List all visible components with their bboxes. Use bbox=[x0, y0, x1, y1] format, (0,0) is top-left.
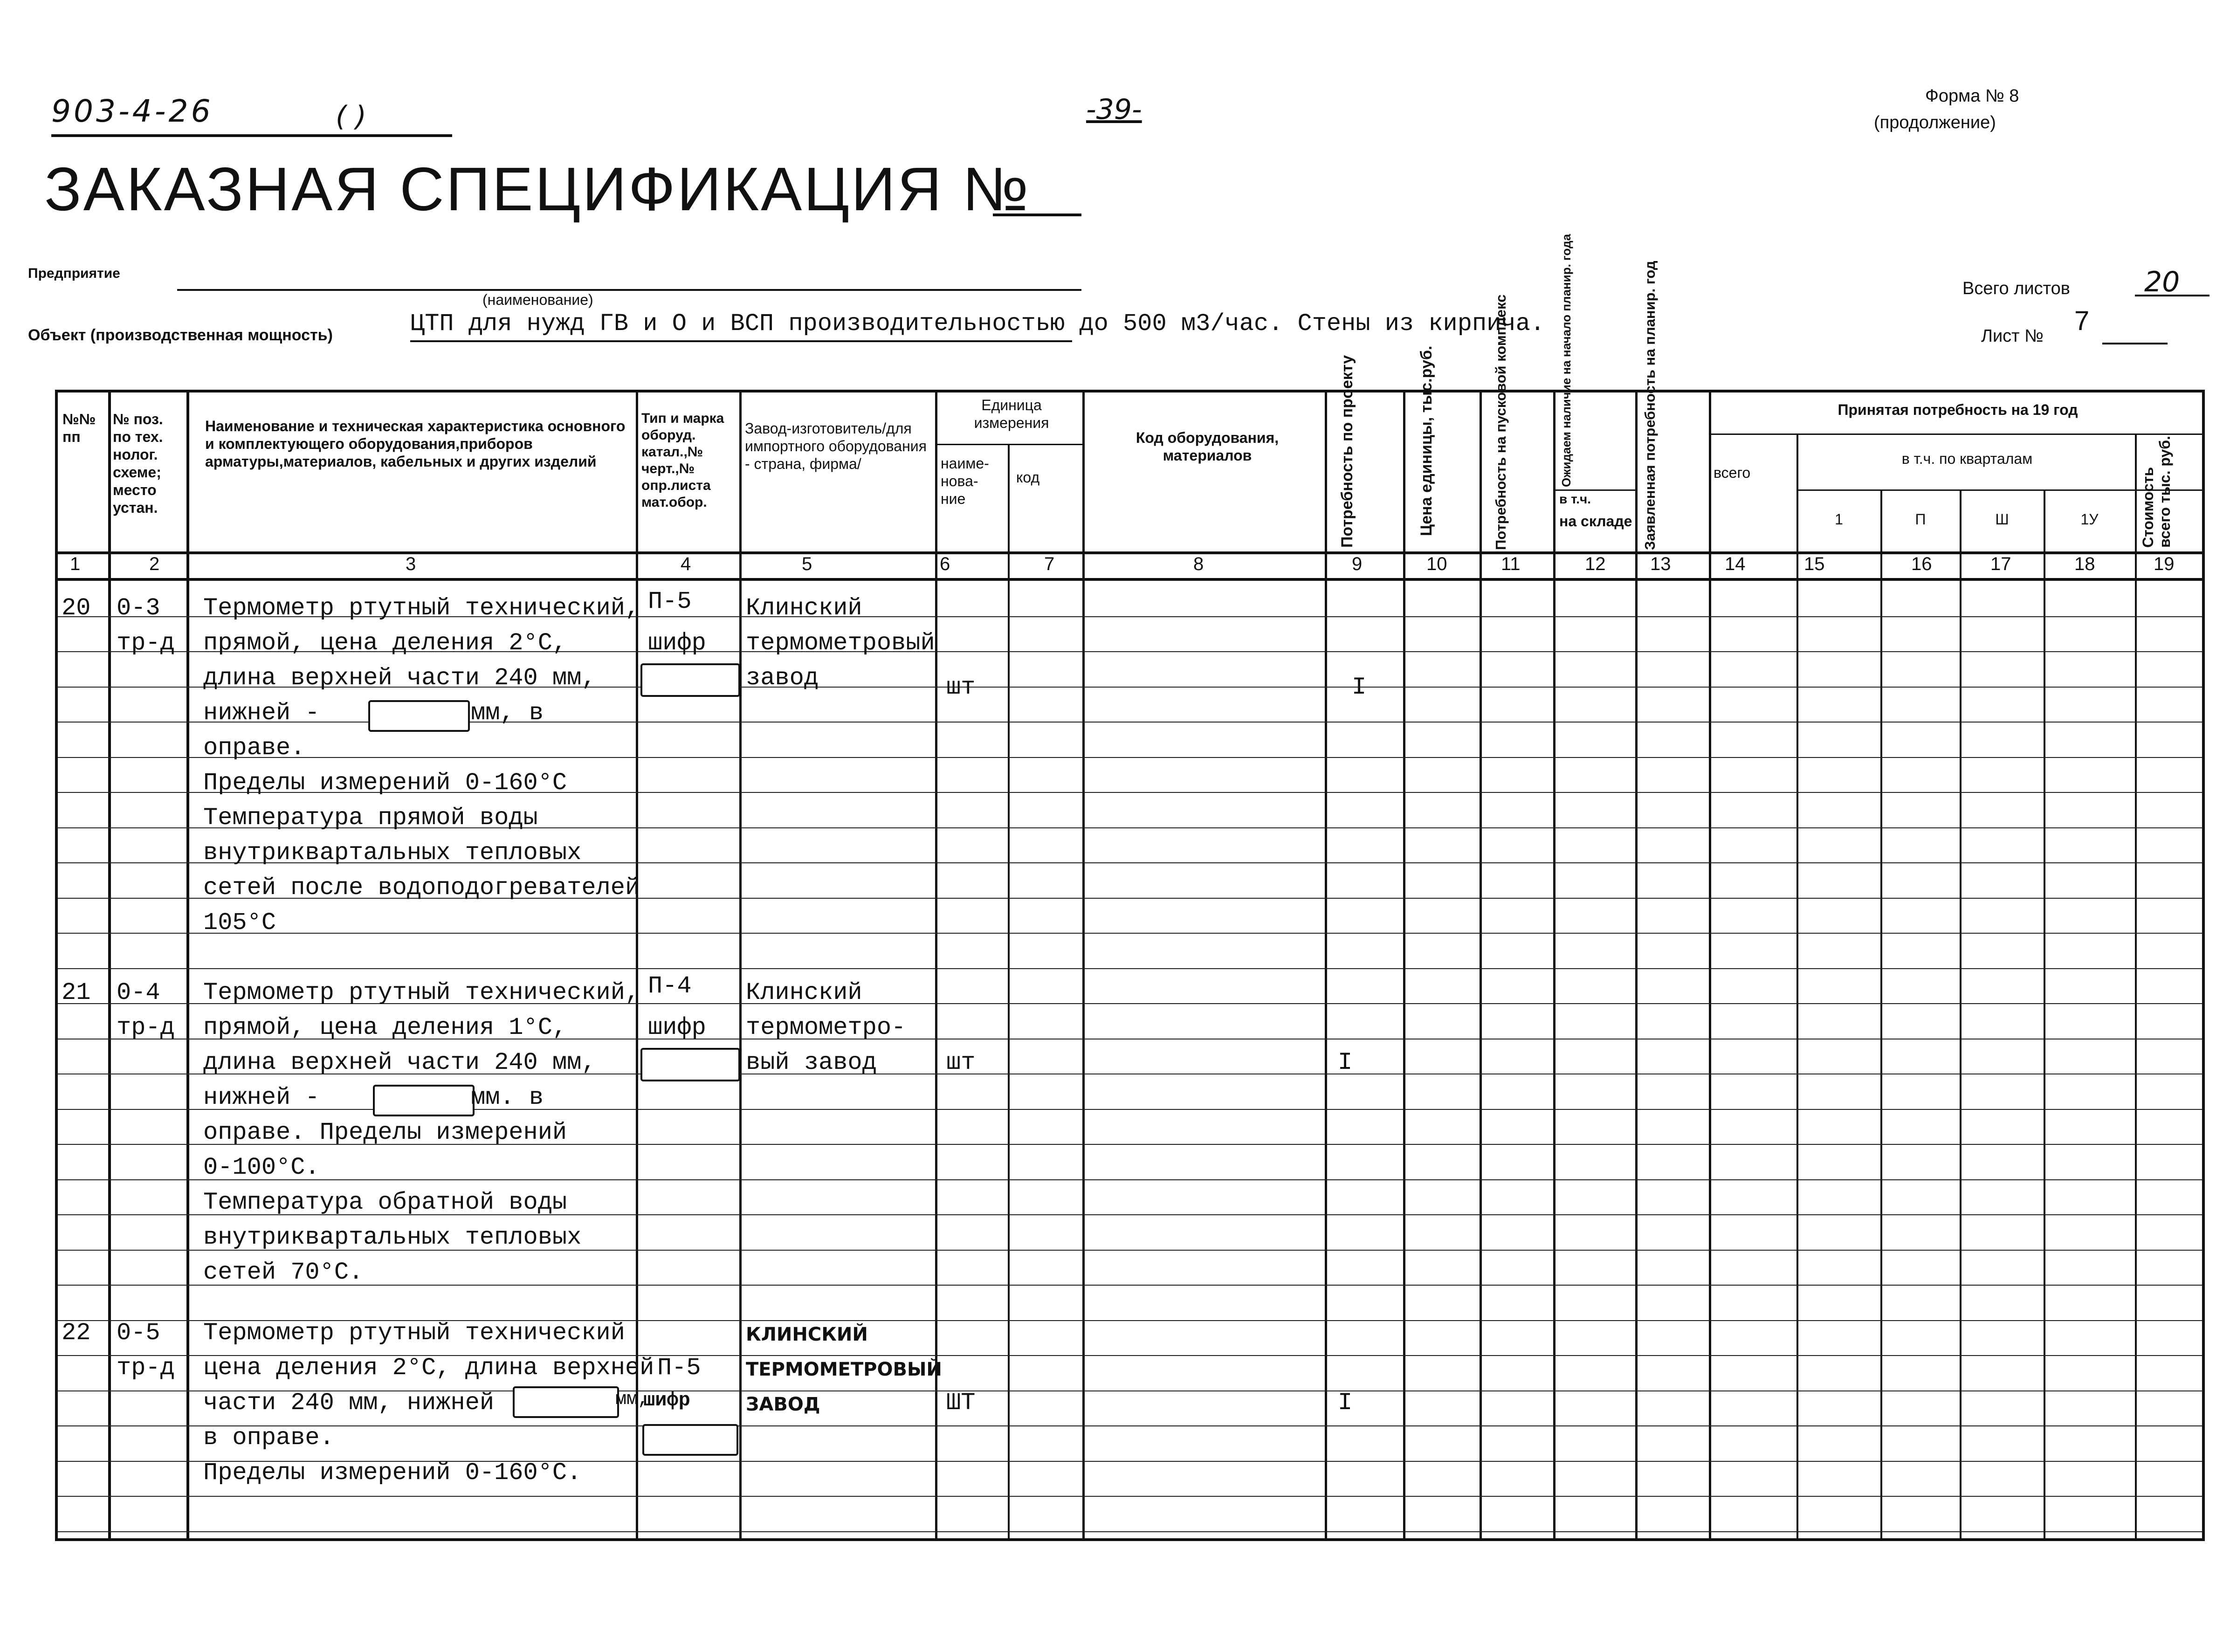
header-col-11: Потребность на пусковой комплекс bbox=[1493, 294, 1509, 550]
column-number: 1 bbox=[70, 554, 81, 574]
column-number: 2 bbox=[149, 554, 160, 574]
form-continuation: (продолжение) bbox=[1874, 113, 1996, 132]
header-col-10: Цена единицы, тыс.руб. bbox=[1418, 345, 1435, 536]
position-code: 0-3 bbox=[117, 594, 160, 622]
header-col-13: Заявленная потребность на планир. год bbox=[1642, 261, 1658, 550]
col-line-2 bbox=[186, 390, 189, 1541]
description-line: сетей после водоподогревателей bbox=[203, 874, 640, 902]
lower-length-input[interactable] bbox=[368, 700, 470, 732]
header-col-19: Стоимость всего тыс. руб. bbox=[2140, 436, 2173, 548]
manufacturer-line: термометро- bbox=[746, 1014, 906, 1041]
quantity-by-project: I bbox=[1338, 1049, 1353, 1076]
row-number: 22 bbox=[62, 1319, 91, 1347]
description-line: внутриквартальных тепловых bbox=[203, 839, 582, 867]
position-type: тр-д bbox=[117, 1354, 175, 1382]
column-number: 16 bbox=[1911, 554, 1932, 574]
description-line: длина верхней части 240 мм, bbox=[203, 1049, 596, 1076]
document-code-underline bbox=[51, 134, 452, 137]
description-line: длина верхней части 240 мм, bbox=[203, 664, 596, 692]
manufacturer-line: вый завод bbox=[746, 1049, 877, 1076]
header-q4: 1У bbox=[2080, 511, 2099, 528]
cipher-input[interactable] bbox=[642, 1424, 738, 1456]
header-q2: П bbox=[1915, 511, 1926, 528]
unit-name: шт bbox=[946, 674, 976, 701]
col-line-8 bbox=[1325, 390, 1327, 1541]
document-code-parentheses: ( ) bbox=[336, 100, 366, 133]
header-col-3: Наименование и техническая характеристика основного и комплектующего оборудования,приборов арматуры,материалов, кабельных и других изделий bbox=[205, 418, 626, 470]
col-line-1 bbox=[108, 390, 111, 1541]
sheet-label: Лист № bbox=[1981, 326, 2044, 346]
header-col-7: код bbox=[1016, 469, 1040, 486]
header-q3: Ш bbox=[1995, 511, 2009, 528]
header-col-1: №№ пп bbox=[62, 411, 96, 445]
manufacturer-line: Клинский bbox=[746, 594, 862, 622]
header-col-14-18: Принятая потребность на 19 год bbox=[1838, 401, 2078, 418]
sheet-value: 7 bbox=[2074, 306, 2090, 336]
description-line: Термометр ртутный технический, bbox=[203, 594, 640, 622]
row-rule bbox=[58, 1425, 2202, 1426]
description-line: сетей 70°С. bbox=[203, 1259, 364, 1286]
header-col-9: Потребность по проекту bbox=[1338, 355, 1356, 548]
type-mark: П-5 bbox=[657, 1354, 701, 1382]
column-number: 14 bbox=[1725, 554, 1746, 574]
page-number: -39- bbox=[1086, 93, 1142, 126]
row-rule bbox=[58, 968, 2202, 969]
col-line-17 bbox=[2044, 489, 2045, 1541]
unit-subheader-line bbox=[935, 444, 1084, 445]
manufacturer-line: термометровый bbox=[746, 629, 935, 657]
col-line-14 bbox=[1796, 434, 1798, 1541]
sheet-line bbox=[2102, 343, 2168, 344]
description-line: мм, bbox=[615, 1389, 649, 1410]
spec-number-line bbox=[993, 213, 1081, 216]
col-line-13 bbox=[1709, 390, 1711, 1541]
description-line: в оправе. bbox=[203, 1424, 334, 1452]
total-sheets-line bbox=[2135, 295, 2209, 296]
position-code: 0-5 bbox=[117, 1319, 160, 1347]
row-rule bbox=[58, 1285, 2202, 1286]
column-number: 3 bbox=[406, 554, 416, 574]
lower-length-input[interactable] bbox=[373, 1085, 475, 1116]
object-value: ЦТП для нужд ГВ и О и ВСП производительностью до 500 м3/час. Стены из кирпича. bbox=[410, 310, 1545, 337]
description-line: Температура обратной воды bbox=[203, 1189, 567, 1216]
header-col-12-mid: в т.ч. bbox=[1559, 492, 1591, 506]
col-line-16 bbox=[1960, 489, 1962, 1541]
header-col-4: Тип и марка оборуд. катал.,№ черт.,№ опр.листа мат.обор. bbox=[641, 411, 724, 510]
description-line: Пределы измерений 0-160°С. bbox=[203, 1459, 582, 1487]
column-number: 7 bbox=[1044, 554, 1055, 574]
header-q1: 1 bbox=[1835, 511, 1843, 528]
row-rule bbox=[58, 933, 2202, 934]
object-field-line bbox=[410, 340, 1072, 342]
manufacturer-line: завод bbox=[746, 664, 819, 692]
header-col-15-18: в т.ч. по кварталам bbox=[1901, 450, 2033, 467]
enterprise-label: Предприятие bbox=[28, 266, 120, 281]
form-number: Форма № 8 bbox=[1925, 86, 2019, 106]
description-line: Термометр ртутный технический bbox=[203, 1319, 625, 1347]
col-line-9 bbox=[1403, 390, 1405, 1541]
col-line-18 bbox=[2135, 434, 2137, 1541]
description-line: прямой, цена деления 1°С, bbox=[203, 1014, 567, 1041]
header-col-6-7: Единица измерения bbox=[974, 397, 1049, 431]
description-line: Температура прямой воды bbox=[203, 804, 538, 832]
page-title: ЗАКАЗНАЯ СПЕЦИФИКАЦИЯ № bbox=[44, 155, 1031, 223]
description-line: мм, в bbox=[471, 699, 544, 727]
description-line: мм. в bbox=[471, 1084, 544, 1111]
stock-subheader-line bbox=[1553, 489, 1635, 491]
row-rule bbox=[58, 1496, 2202, 1497]
col-line-4 bbox=[739, 390, 742, 1541]
row-rule bbox=[58, 1179, 2202, 1180]
lower-length-input[interactable] bbox=[513, 1386, 619, 1418]
type-mark: П-4 bbox=[648, 972, 692, 1000]
column-number: 6 bbox=[940, 554, 950, 574]
description-line: 0-100°С. bbox=[203, 1154, 320, 1181]
description-line: оправе. bbox=[203, 734, 305, 762]
description-line: оправе. Пределы измерений bbox=[203, 1119, 567, 1146]
manufacturer-line: ТЕРМОМЕТРОВЫЙ bbox=[746, 1359, 942, 1380]
column-number: 11 bbox=[1501, 554, 1521, 574]
quantity-by-project: I bbox=[1352, 674, 1367, 701]
row-number: 20 bbox=[62, 594, 91, 622]
col-line-7 bbox=[1082, 390, 1085, 1541]
col-line-11 bbox=[1553, 390, 1555, 1541]
description-line: нижней - bbox=[203, 699, 320, 727]
description-line: Пределы измерений 0-160°С bbox=[203, 769, 567, 797]
col-line-12 bbox=[1635, 390, 1638, 1541]
column-number: 13 bbox=[1650, 554, 1671, 574]
col-line-0 bbox=[55, 390, 58, 1541]
position-type: тр-д bbox=[117, 1014, 175, 1041]
header-col-14: всего bbox=[1714, 464, 1751, 481]
column-number: 19 bbox=[2154, 554, 2175, 574]
type-mark: П-5 bbox=[648, 588, 692, 615]
column-number: 17 bbox=[1990, 554, 2011, 574]
description-line: цена деления 2°С, длина верхней bbox=[203, 1354, 654, 1382]
col-line-6 bbox=[1008, 444, 1010, 1541]
quantity-by-project: I bbox=[1338, 1389, 1353, 1417]
column-number: 5 bbox=[802, 554, 812, 574]
column-number: 12 bbox=[1585, 554, 1606, 574]
column-number: 18 bbox=[2074, 554, 2095, 574]
col-line-15 bbox=[1880, 489, 1882, 1541]
column-number: 15 bbox=[1804, 554, 1825, 574]
header-col-12-top: Ожидаем наличие на начало планир. года bbox=[1559, 234, 1573, 487]
description-line: внутриквартальных тепловых bbox=[203, 1224, 582, 1251]
description-line: нижней - bbox=[203, 1084, 320, 1111]
col-line-10 bbox=[1480, 390, 1482, 1541]
total-sheets-value: 20 bbox=[2144, 266, 2180, 298]
unit-name: шт bbox=[946, 1049, 976, 1076]
cipher-label: шифр bbox=[643, 1389, 690, 1411]
object-label: Объект (производственная мощность) bbox=[28, 326, 333, 344]
column-number: 4 bbox=[681, 554, 691, 574]
document-code: 903-4-26 bbox=[51, 93, 213, 129]
position-type: тр-д bbox=[117, 629, 175, 657]
accepted-subheader-line bbox=[1709, 434, 2205, 435]
header-col-2: № поз. по тех. нолог. схеме; место устан. bbox=[113, 411, 163, 516]
col-line-19 bbox=[2202, 390, 2205, 1541]
table-top-border bbox=[55, 390, 2205, 392]
column-number: 10 bbox=[1426, 554, 1447, 574]
row-rule bbox=[58, 1531, 2202, 1532]
header-col-6: наиме- нова- ние bbox=[941, 455, 989, 507]
manufacturer-line: ЗАВОД bbox=[746, 1394, 820, 1415]
column-number: 9 bbox=[1352, 554, 1363, 574]
total-sheets-label: Всего листов bbox=[1962, 279, 2070, 298]
column-number: 8 bbox=[1193, 554, 1204, 574]
row-rule bbox=[58, 757, 2202, 758]
table-bottom-border bbox=[55, 1538, 2205, 1541]
unit-name: ШТ bbox=[946, 1389, 976, 1417]
header-col-12-bot: на складе bbox=[1559, 513, 1632, 530]
cipher-label: шифр bbox=[648, 1014, 706, 1041]
description-line: 105°С bbox=[203, 909, 276, 936]
enterprise-field-line[interactable] bbox=[177, 289, 1081, 291]
colnum-bottom-border bbox=[55, 578, 2205, 581]
header-col-5: Завод-изготовитель/для импортного оборудования - страна, фирма/ bbox=[745, 420, 927, 472]
cipher-input[interactable] bbox=[640, 663, 740, 697]
description-line: прямой, цена деления 2°С, bbox=[203, 629, 567, 657]
header-bottom-border bbox=[55, 551, 2205, 554]
position-code: 0-4 bbox=[117, 979, 160, 1006]
manufacturer-line: КЛИНСКИЙ bbox=[746, 1324, 868, 1345]
header-col-8: Код оборудования, материалов bbox=[1136, 429, 1279, 464]
cipher-label: шифр bbox=[648, 629, 706, 657]
row-number: 21 bbox=[62, 979, 91, 1006]
name-hint: (наименование) bbox=[482, 291, 593, 308]
manufacturer-line: Клинский bbox=[746, 979, 862, 1006]
description-line: Термометр ртутный технический, bbox=[203, 979, 640, 1006]
cipher-input[interactable] bbox=[640, 1048, 740, 1081]
description-line: части 240 мм, нижней bbox=[203, 1389, 495, 1417]
